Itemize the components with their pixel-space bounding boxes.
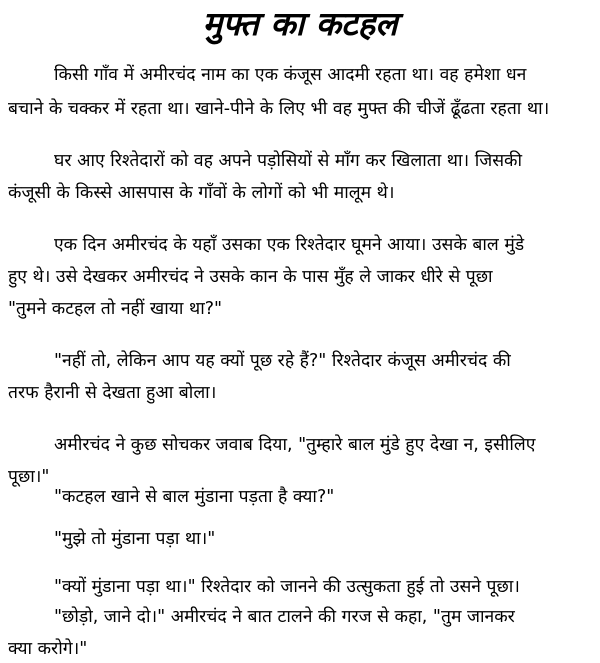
text-line-13: "मुझे तो मुंडाना पड़ा था।"	[54, 529, 216, 549]
text-line-16: क्या करोगे।"	[8, 639, 88, 659]
text-line-3: घर आए रिश्तेदारों को वह अपने पड़ोसियों से माँग कर खिलाता था। जिसकी	[54, 151, 523, 171]
text-line-6: हुए थे। उसे देखकर अमीरचंद ने उसके कान के पास मुँह ले जाकर धीरे से पूछा	[8, 267, 493, 287]
text-line-2: बचाने के चक्कर में रहता था। खाने-पीने के लिए भी वह मुफ्त की चीजें ढूँढता रहता था।	[8, 99, 550, 119]
text-line-4: कंजूसी के किस्से आसपास के गाँवों के लोगों को भी मालूम थे।	[8, 183, 395, 203]
text-line-1: किसी गाँव में अमीरचंद नाम का एक कंजूस आदमी रहता था। वह हमेशा धन	[54, 65, 527, 85]
text-line-7: "तुमने कटहल तो नहीं खाया था?"	[8, 299, 223, 319]
text-line-15: "छोड़ो, जाने दो।" अमीरचंद ने बात टालने की गरज से कहा, "तुम जानकर	[54, 607, 515, 627]
text-line-11: पूछा।"	[8, 467, 50, 487]
text-line-10: अमीरचंद ने कुछ सोचकर जवाब दिया, "तुम्हारे बाल मुंडे हुए देखा न, इसीलिए	[54, 435, 536, 455]
story-title: मुफ्त का कटहल	[202, 4, 398, 43]
text-line-14: "क्यों मुंडाना पड़ा था।" रिश्तेदार को जानने की उत्सुकता हुई तो उसने पूछा।	[54, 577, 520, 597]
text-line-8: "नहीं तो, लेकिन आप यह क्यों पूछ रहे हैं?" रिश्तेदार कंजूस अमीरचंद की	[54, 351, 511, 371]
text-line-9: तरफ हैरानी से देखता हुआ बोला।	[8, 383, 217, 403]
text-line-5: एक दिन अमीरचंद के यहाँ उसका एक रिश्तेदार घूमने आया। उसके बाल मुंडे	[54, 235, 525, 255]
text-line-12: "कटहल खाने से बाल मुंडाना पड़ता है क्या?"	[54, 487, 335, 507]
